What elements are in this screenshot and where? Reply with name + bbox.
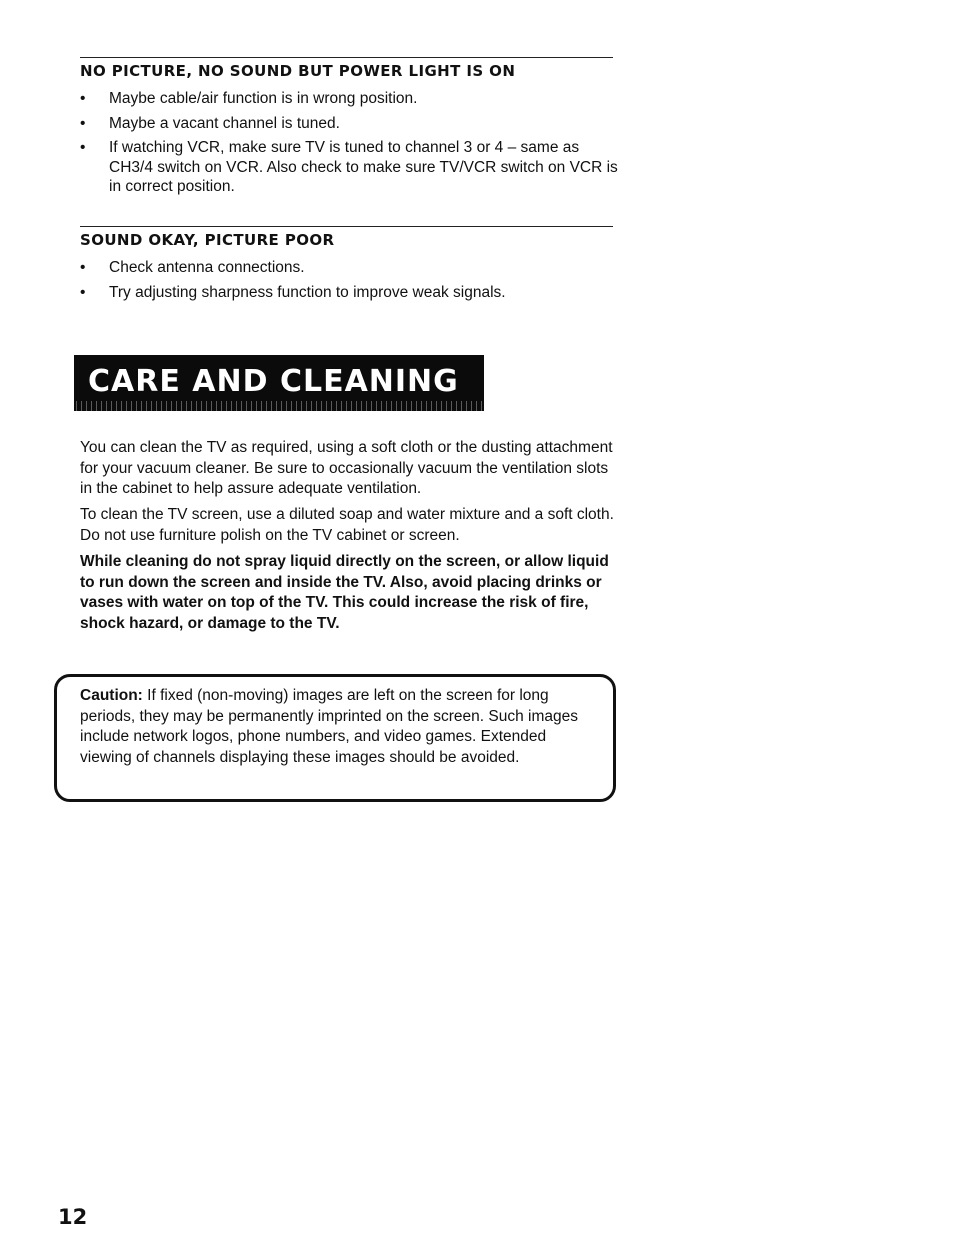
- no-picture-bullet-list: [80, 89, 620, 202]
- care-warning: While cleaning do not spray liquid directly on the screen, or allow liquid to run down the screen and inside the TV. Also, avoid placing drinks or vases with water on top of the TV. This could increase the risk of fire, shock hazard, or damage to the TV.: [80, 553, 609, 632]
- list-item: • Try adjusting sharpness function to improve weak signals.: [80, 283, 506, 301]
- page-number: 12: [58, 1205, 88, 1229]
- list-item: • Maybe a vacant channel is tuned.: [80, 114, 340, 132]
- banner-title: CARE AND CLEANING: [88, 364, 459, 399]
- bullet-icon: •: [80, 283, 86, 301]
- care-and-cleaning-banner: [74, 355, 484, 411]
- section-heading-sound-okay: SOUND OKAY, PICTURE POOR: [80, 231, 335, 249]
- bullet-icon: •: [80, 114, 86, 132]
- caution-body: If fixed (non-moving) images are left on the screen for long periods, they may be permanently imprinted on the screen. Such images include network logos, phone numbers, and video games. Extended viewing of channels displaying these images should be avoided.: [80, 687, 578, 766]
- bullet-icon: •: [80, 139, 86, 156]
- section-divider-top: [80, 57, 613, 58]
- section-divider-middle: [80, 226, 613, 227]
- list-item: • Maybe cable/air function is in wrong position.: [80, 90, 418, 107]
- banner-texture: [74, 401, 484, 411]
- bullet-icon: •: [80, 90, 86, 107]
- list-item: • If watching VCR, make sure TV is tuned to channel 3 or 4 – same as CH3/4 switch on VCR. Also check to make sure TV/VCR switch on VCR is in correct position.: [80, 139, 618, 195]
- care-paragraph-1: You can clean the TV as required, using a soft cloth or the dusting attachment for your vacuum cleaner. Be sure to occasionally vacuum the ventilation slots in the cabinet to help assure adequate ventilation.: [80, 439, 613, 497]
- care-paragraph-2: To clean the TV screen, use a diluted soap and water mixture and a soft cloth. Do not use furniture polish on the TV cabinet or screen.: [80, 506, 614, 544]
- bullet-icon: •: [80, 259, 86, 276]
- caution-text: [80, 686, 600, 768]
- section-heading-no-picture: NO PICTURE, NO SOUND BUT POWER LIGHT IS ON: [80, 62, 516, 80]
- list-item: • Check antenna connections.: [80, 259, 305, 276]
- sound-okay-bullet-list: [80, 258, 620, 307]
- caution-label: Caution:: [80, 687, 143, 704]
